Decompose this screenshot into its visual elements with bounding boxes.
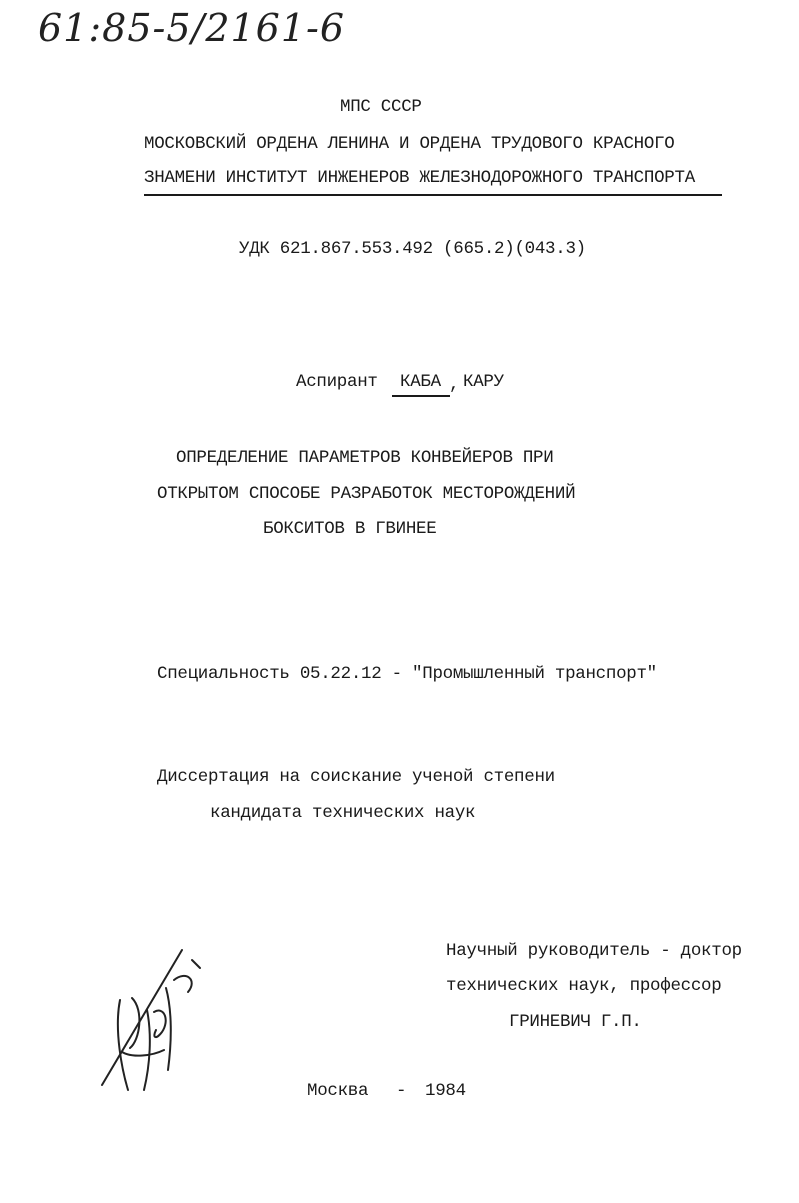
archive-mark: 61:85-5/2161-6: [38, 6, 346, 50]
header-divider: [144, 194, 722, 196]
footer-city: Москва: [307, 1081, 369, 1101]
author-name: КАРУ: [463, 372, 504, 392]
footer-dash: -: [396, 1081, 407, 1101]
title-line-3: БОКСИТОВ В ГВИНЕЕ: [263, 519, 437, 539]
title-line-1: ОПРЕДЕЛЕНИЕ ПАРАМЕТРОВ КОНВЕЙЕРОВ ПРИ: [176, 448, 554, 468]
title-line-2: ОТКРЫТОМ СПОСОБЕ РАЗРАБОТОК МЕСТОРОЖДЕНИЙ: [157, 484, 576, 504]
supervisor-name: ГРИНЕВИЧ Г.П.: [509, 1012, 642, 1032]
udk-code: УДК 621.867.553.492 (665.2)(043.3): [239, 239, 586, 259]
author-separator: ,: [449, 375, 460, 395]
institute-line-2: ЗНАМЕНИ ИНСТИТУТ ИНЖЕНЕРОВ ЖЕЛЕЗНОДОРОЖНОГО ТРАНСПОРТА: [144, 168, 695, 188]
ministry-label: МПС СССР: [340, 97, 422, 117]
supervisor-line-2: технических наук, профессор: [446, 976, 722, 996]
dissertation-line-1: Диссертация на соискание ученой степени: [157, 767, 555, 787]
footer-year: 1984: [425, 1081, 466, 1101]
institute-line-1: МОСКОВСКИЙ ОРДЕНА ЛЕНИНА И ОРДЕНА ТРУДОВОГО КРАСНОГО: [144, 134, 675, 154]
author-prefix: Аспирант: [296, 372, 378, 392]
supervisor-line-1: Научный руководитель - доктор: [446, 941, 742, 961]
dissertation-line-2: кандидата технических наук: [210, 803, 476, 823]
surname-underline: [392, 395, 450, 397]
author-surname: КАБА: [400, 372, 441, 392]
handwritten-signature: [92, 940, 222, 1100]
specialty-line: Специальность 05.22.12 - "Промышленный транспорт": [157, 664, 657, 684]
